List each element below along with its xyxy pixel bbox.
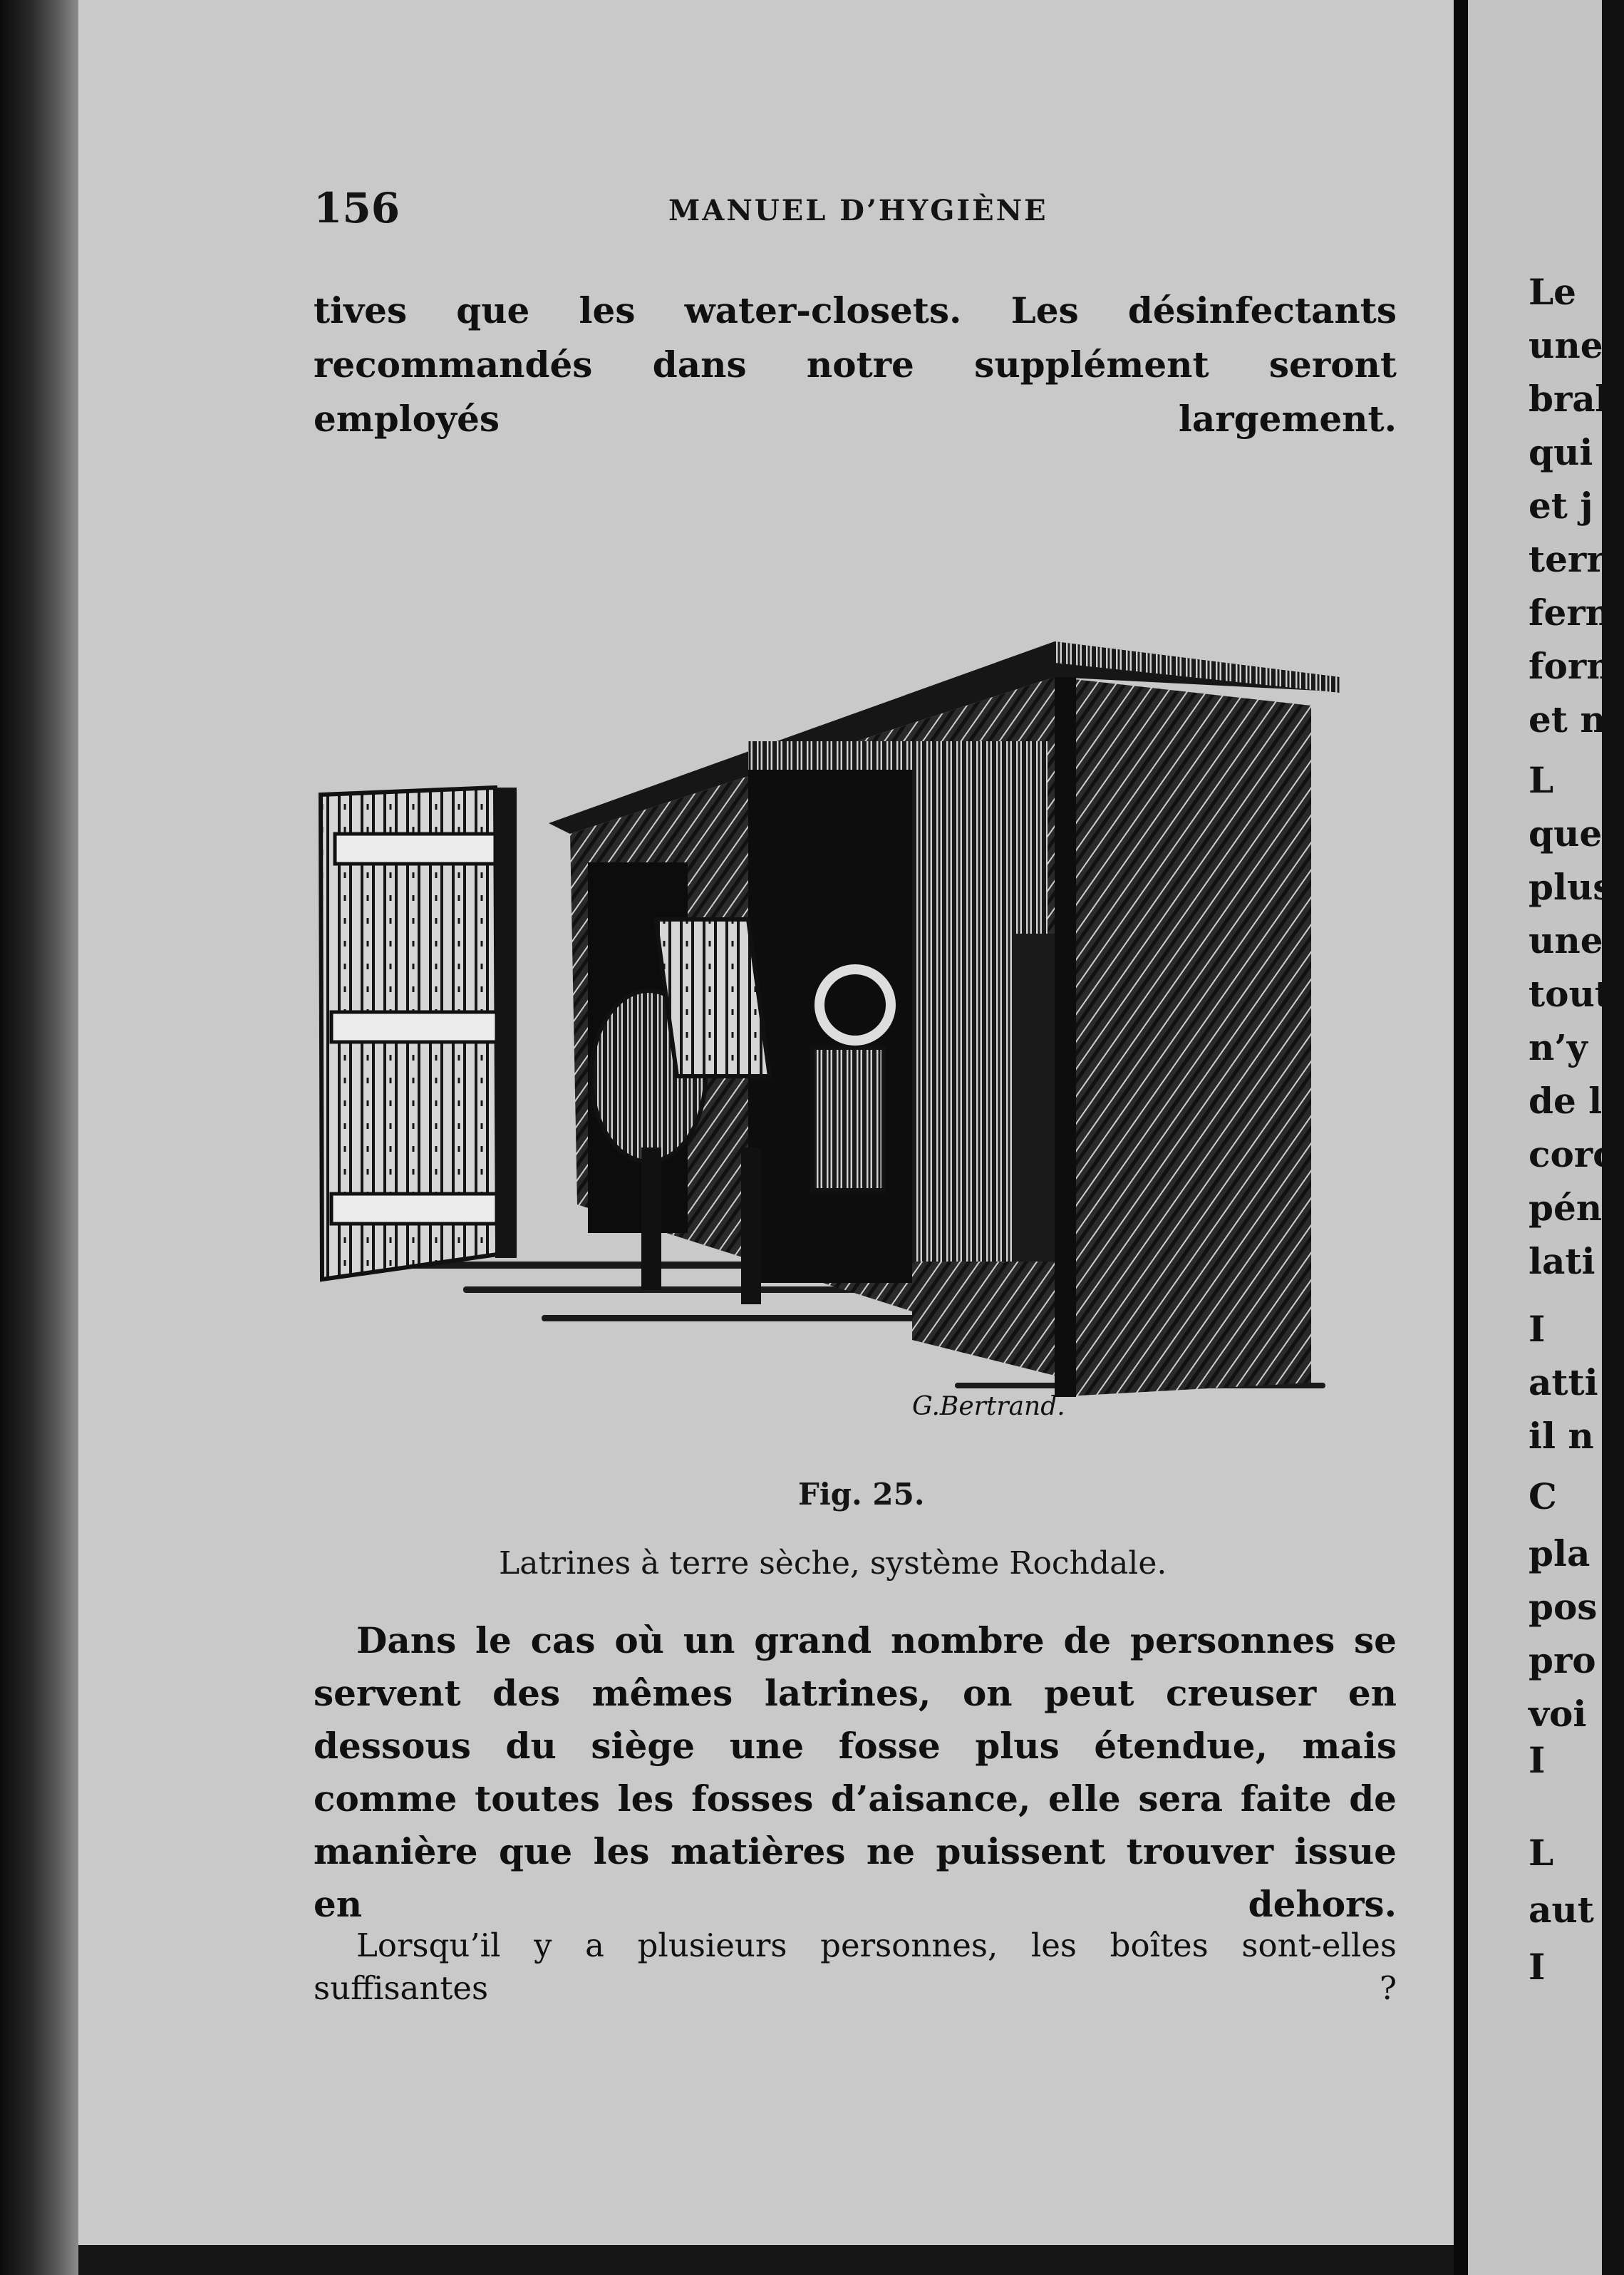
facing-line: L <box>1529 759 1554 801</box>
facing-line: une <box>1529 324 1603 366</box>
facing-line: pos <box>1529 1586 1598 1628</box>
paragraph-1: tives que les water-closets. Les désinfectants recommandés dans notre supplément seront employés largement. <box>314 289 1397 440</box>
facing-line: fern <box>1529 592 1612 634</box>
paragraph-3: Lorsqu’il y a plusieurs personnes, les boîtes sont-elles suffisantes ? <box>314 1926 1397 2007</box>
figure-latrine-illustration <box>314 435 1397 1454</box>
facing-line: lati <box>1529 1240 1595 1282</box>
facing-line: et j <box>1529 485 1593 527</box>
paragraph-2: Dans le cas où un grand nombre de personnes se servent des mêmes latrines, on peut creuser en dessous du siège une fosse plus étendue, mais comme toutes les fosses d’aisance, elle sera faite de manière que les matières ne puissent trouver issue en dehors. <box>314 1619 1397 1925</box>
facing-line: C <box>1529 1475 1557 1517</box>
figure-label: Fig. 25. <box>798 1477 925 1512</box>
facing-line: que <box>1529 813 1603 855</box>
page-header <box>314 184 1404 241</box>
bottom-edge <box>78 2245 1454 2275</box>
facing-line: de l <box>1529 1080 1603 1122</box>
facing-line: qui <box>1529 431 1593 473</box>
page-number: 156 <box>314 184 400 232</box>
facing-line: tout <box>1529 973 1611 1015</box>
running-head: MANUEL D’HYGIÈNE <box>668 194 1048 227</box>
page-gutter <box>1454 0 1468 2275</box>
facing-line: pén <box>1529 1187 1603 1229</box>
facing-line: form <box>1529 645 1624 687</box>
facing-line: terr <box>1529 538 1605 580</box>
facing-line: corc <box>1529 1133 1615 1175</box>
facing-line: atti <box>1529 1361 1598 1403</box>
facing-line: L <box>1529 1832 1554 1874</box>
facing-line: brab <box>1529 378 1620 420</box>
latrine-engraving <box>314 435 1397 1454</box>
facing-line: I <box>1529 1739 1546 1781</box>
facing-line: pro <box>1529 1639 1596 1681</box>
engraver-signature: G.Bertrand. <box>912 1392 1065 1421</box>
facing-page-fragment <box>1468 0 1624 2275</box>
facing-line: Le <box>1529 271 1576 313</box>
figure-caption: Latrines à terre sèche, système Rochdale. <box>499 1545 1167 1582</box>
facing-line: il n <box>1529 1415 1594 1457</box>
book-binding <box>0 0 78 2275</box>
facing-line: pla <box>1529 1532 1591 1574</box>
facing-line: voi <box>1529 1693 1587 1735</box>
facing-line: I <box>1529 1308 1546 1350</box>
facing-line: plus <box>1529 866 1613 908</box>
facing-line: I <box>1529 1946 1546 1988</box>
facing-line: aut <box>1529 1889 1594 1931</box>
facing-line: et n <box>1529 698 1606 741</box>
facing-line: une <box>1529 919 1603 961</box>
facing-line: n’y <box>1529 1026 1588 1068</box>
